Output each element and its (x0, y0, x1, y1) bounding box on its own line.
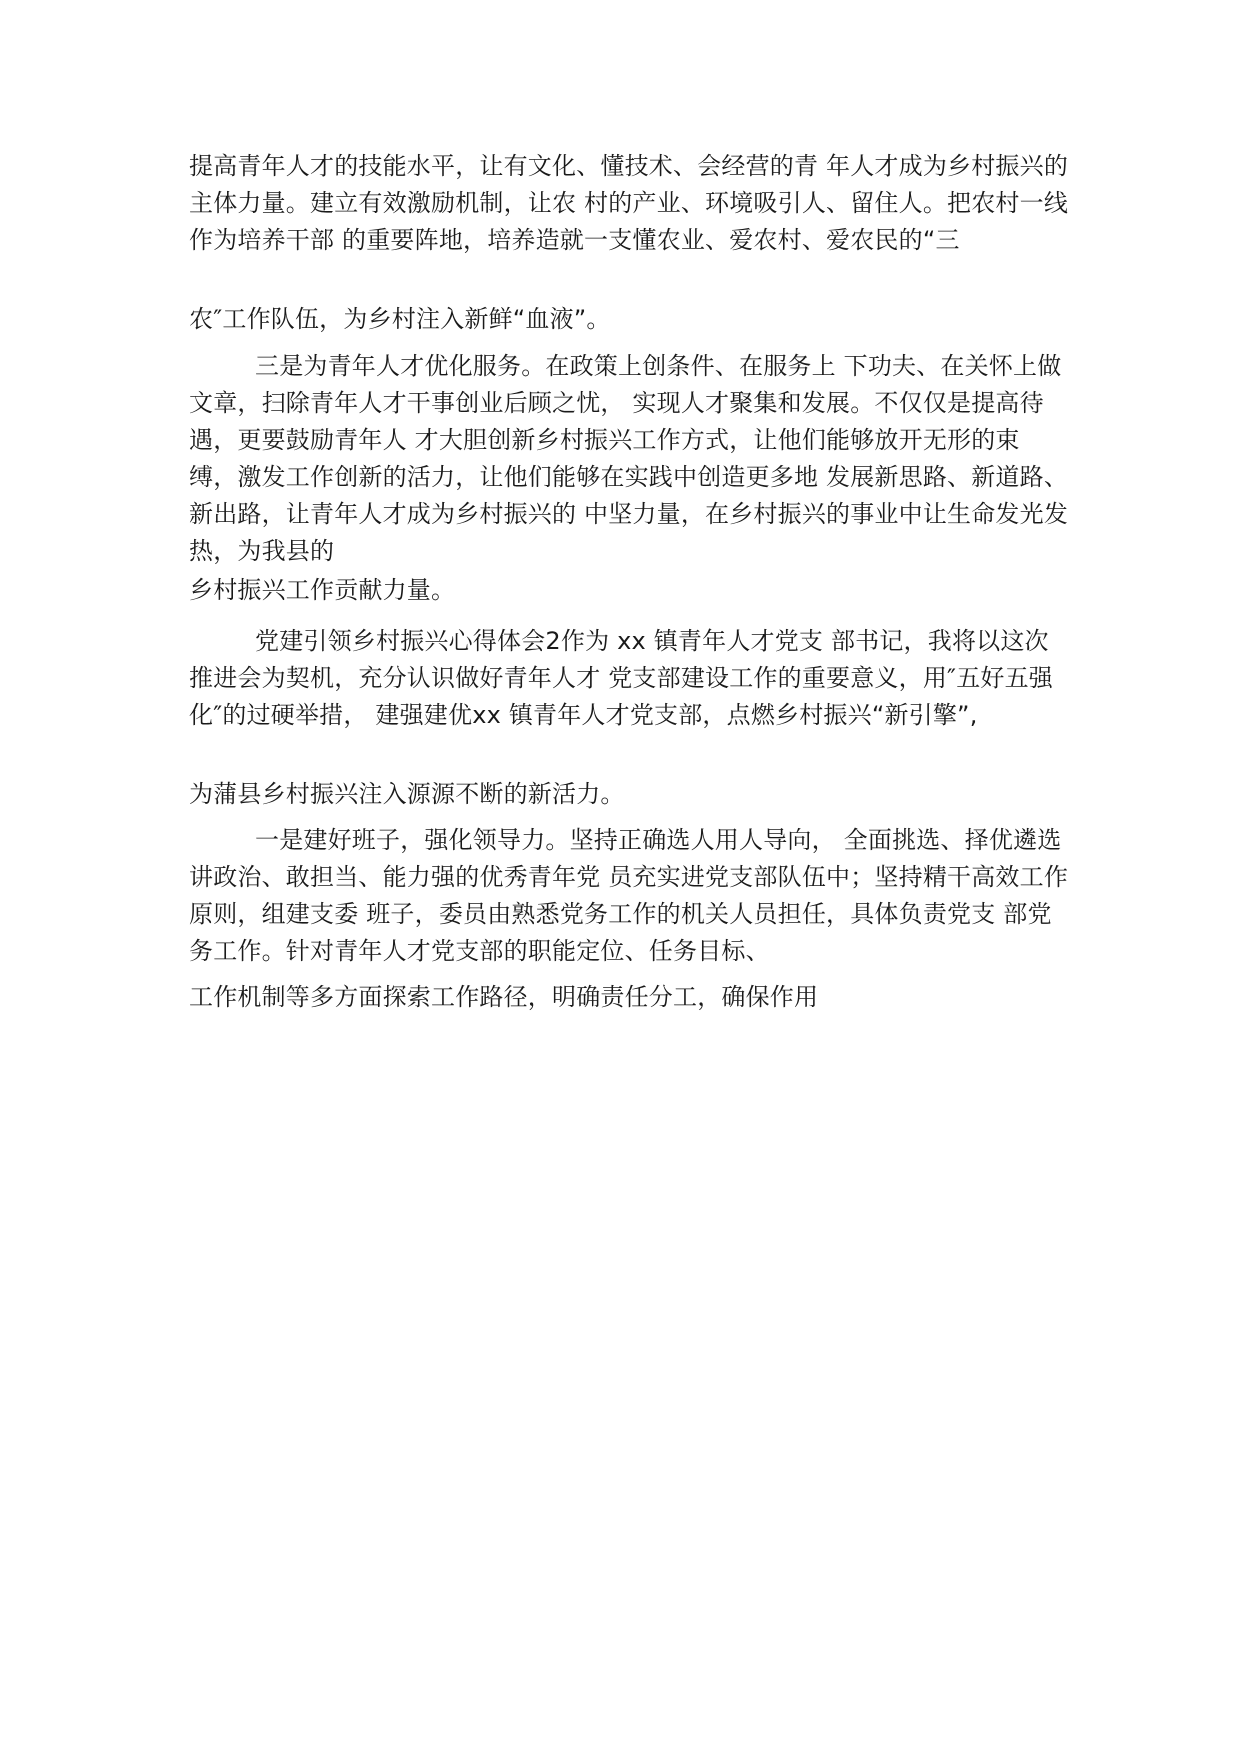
paragraph-work-mechanism: 工作机制等多方面探索工作路径，明确责任分工，确保作用 (189, 983, 819, 1011)
paragraph-sannong-team: 农″工作队伍，为乡村注入新鲜“血液”。 (189, 305, 611, 333)
paragraph-talent-skills: 提高青年人才的技能水平，让有文化、懂技术、会经营的青 年人才成为乡村振兴的主体力量。建立有效激励机制，让农 村的产业、环境吸引人、留住人。把农村一线作为培养干部 的重要阵地，培养造就一支懂农业、爱农村、爱农民的“三 (189, 152, 1069, 254)
paragraph-new-vitality: 为蒲县乡村振兴注入源源不断的新活力。 (189, 780, 625, 808)
paragraph-contribute-power: 乡村振兴工作贡献力量。 (189, 576, 456, 604)
paragraph-build-team: 一是建好班子，强化领导力。坚持正确选人用人导向， 全面挑选、择优遴选讲政治、敢担当、能力强的优秀青年党 员充实进党支部队伍中；坚持精干高效工作原则，组建支委 班子，委员由熟悉党务工作的机关人员担任，具体负责党支 部党务工作。针对青年人才党支部的职能定位、任务目标、 (189, 826, 1069, 965)
paragraph-optimize-service: 三是为青年人才优化服务。在政策上创条件、在服务上 下功夫、在关怀上做文章，扫除青年人才干事创业后顾之忧， 实现人才聚集和发展。不仅仅是提高待遇，更要鼓励青年人 才大胆创新乡村振兴工作方式，让他们能够放开无形的束 缚，激发工作创新的活力，让他们能够在实践中创造更多地 发展新思路、新道路、新出路，让青年人才成为乡村振兴的 中坚力量，在乡村振兴的事业中让生命发光发热，为我县的 (189, 352, 1069, 565)
paragraph-experience-2: 党建引领乡村振兴心得体会2作为 xx 镇青年人才党支 部书记，我将以这次推进会为契机，充分认识做好青年人才 党支部建设工作的重要意义，用″五好五强化″的过硬举措， 建强建优xx 镇青年人才党支部，点燃乡村振兴“新引擎”, (189, 627, 1053, 729)
